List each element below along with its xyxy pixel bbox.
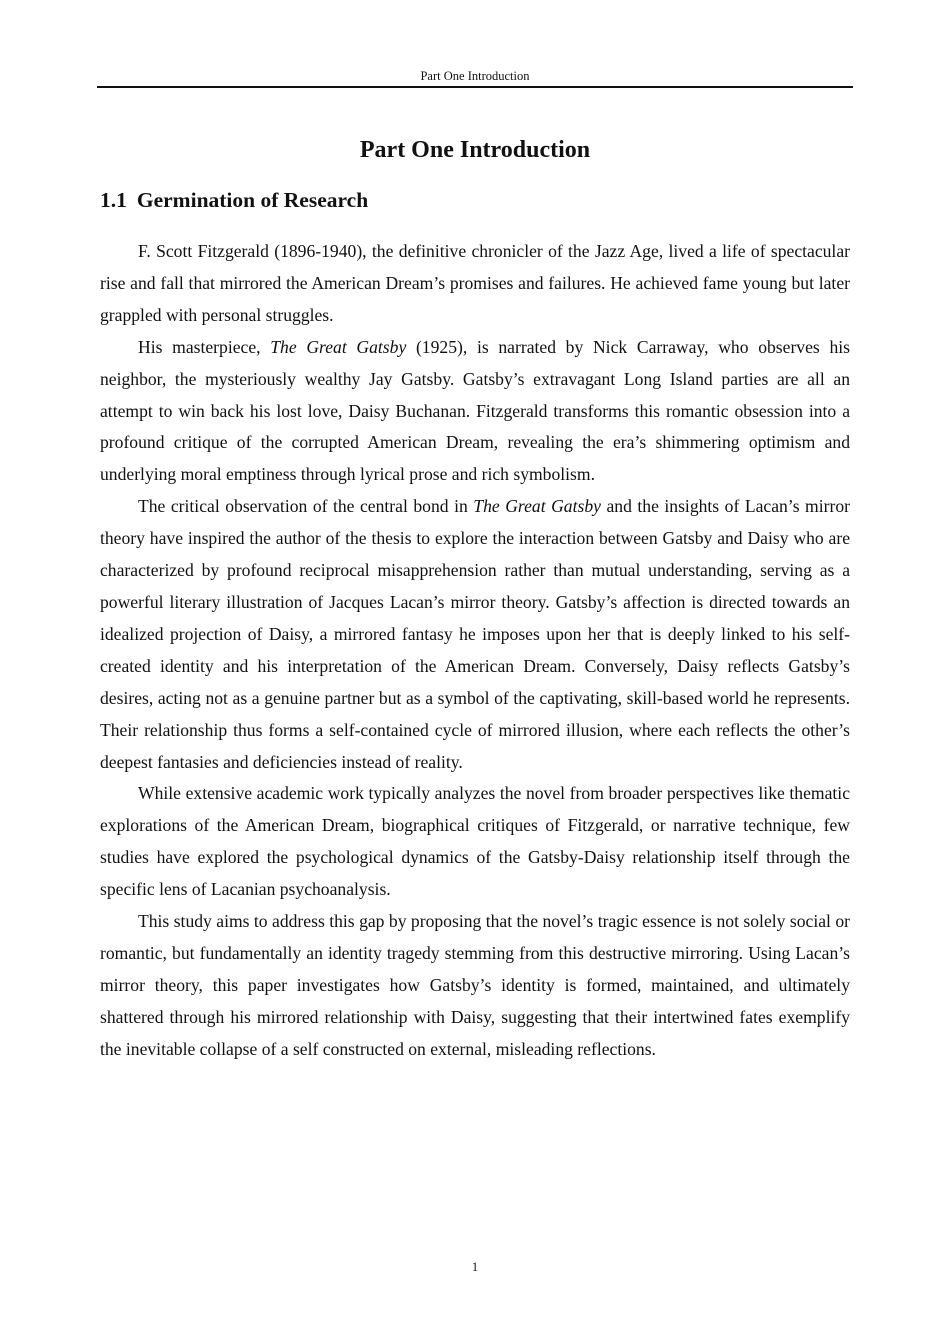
paragraph-3-lead: The critical observation of the central bond in (138, 496, 474, 517)
paragraph-3-rest: and the insights of Lacan’s mirror theory have inspired the author of the thesis to explore the interaction between Gatsby and Daisy who are characterized by profound reciprocal misapprehension rather than mutual understanding, serving as a powerful literary illustration of Jacques Lacan’s mirror theory. Gatsby’s affection is directed towards an idealized projection of Daisy, a mirrored fantasy he imposes upon her that is deeply linked to his self-created identity and his interpretation of the American Dream. Conversely, Daisy reflects Gatsby’s desires, acting not as a genuine partner but as a symbol of the captivating, skill-based world he represents. Their relationship thus forms a self-contained cycle of mirrored illusion, where each reflects the other’s deepest fantasies and deficiencies instead of reality. (100, 496, 850, 772)
paragraph-5: This study aims to address this gap by proposing that the novel’s tragic essence is not solely social or romantic, but fundamentally an identity tragedy stemming from this destructive mirroring. Using Lacan’s mirror theory, this paper investigates how Gatsby’s identity is formed, maintained, and ultimately shattered through his mirrored relationship with Daisy, suggesting that their intertwined fates exemplify the inevitable collapse of a self constructed on external, misleading reflections. (100, 911, 850, 1059)
paragraph-1: F. Scott Fitzgerald (1896-1940), the definitive chronicler of the Jazz Age, lived a life of spectacular rise and fall that mirrored the American Dream’s promises and failures. He achieved fame young but later grappled with personal struggles. (100, 241, 850, 325)
book-title-italic: The Great Gatsby (473, 496, 601, 517)
paragraph-2-lead: His masterpiece, (138, 336, 271, 357)
body-text (100, 236, 850, 1066)
running-header: Part One Introduction (420, 69, 530, 83)
header-rule (97, 86, 853, 88)
book-title-italic: The Great Gatsby (270, 336, 407, 357)
paragraph-2-rest: (1925), is narrated by Nick Carraway, who observes his neighbor, the mysteriously wealthy Jay Gatsby. Gatsby’s extravagant Long Island parties are all an attempt to win back his lost love, Daisy Buchanan. Fitzgerald transforms this romantic obsession into a profound critique of the corrupted American Dream, revealing the era’s shimmering optimism and underlying moral emptiness through lyrical prose and rich symbolism. (100, 336, 850, 485)
page-number: 1 (471, 1260, 479, 1274)
section-number: 1.1 (100, 188, 127, 212)
paragraph-4: While extensive academic work typically analyzes the novel from broader perspectives like thematic explorations of the American Dream, biographical critiques of Fitzgerald, or narrative technique, few studies have explored the psychological dynamics of the Gatsby-Daisy relationship itself through the specific lens of Lacanian psychoanalysis. (100, 783, 850, 900)
part-title: Part One Introduction (359, 137, 591, 163)
section-title: Germination of Research (136, 188, 369, 212)
paragraph-3 (100, 491, 850, 778)
paragraph-2 (100, 332, 850, 492)
section-heading (100, 185, 850, 215)
